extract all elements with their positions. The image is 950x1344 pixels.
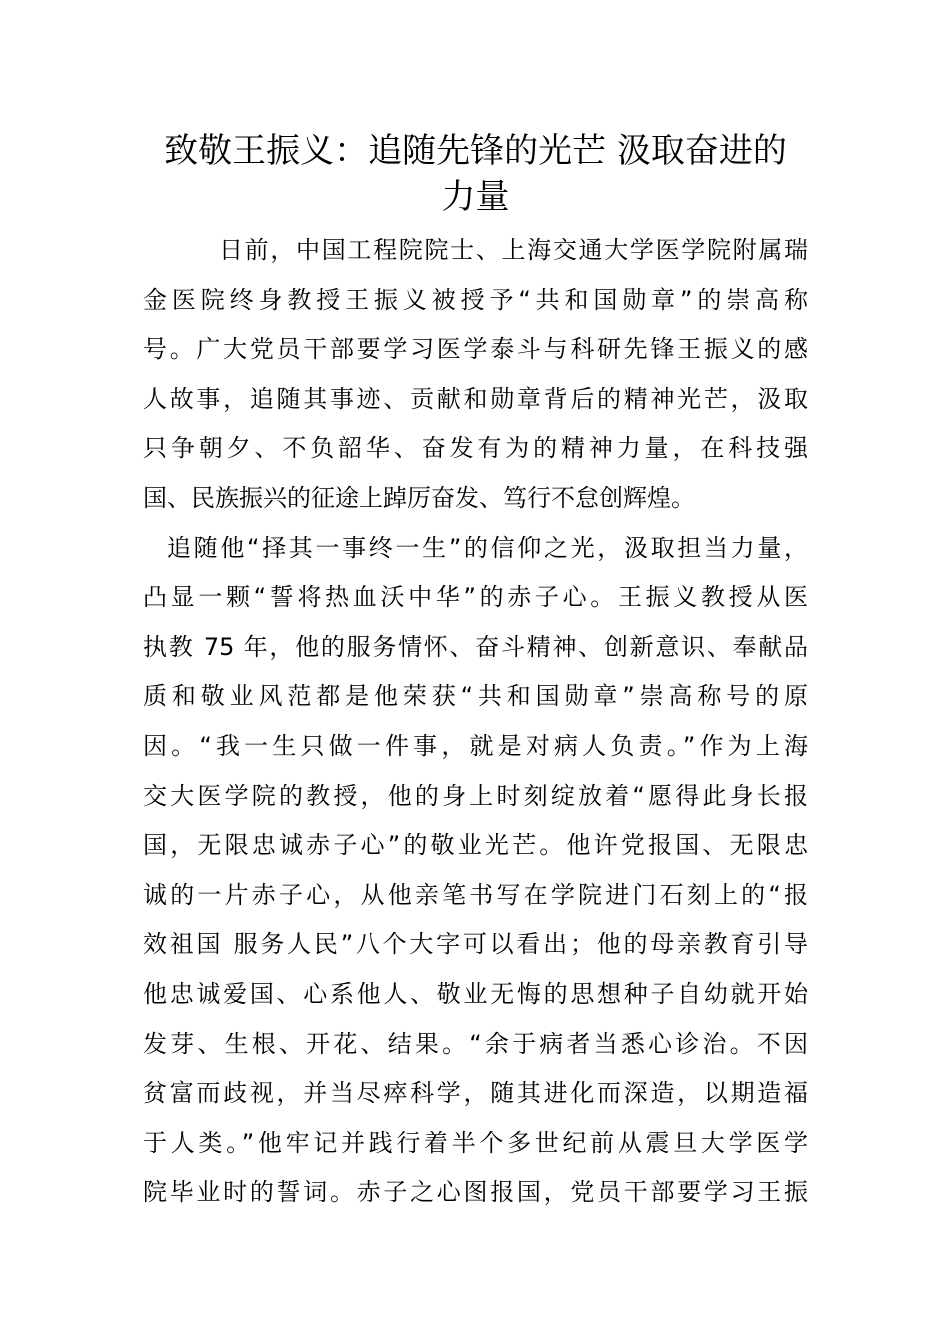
paragraph-line: 于人类。”他牢记并践行着半个多世纪前从震旦大学医学 — [143, 1128, 808, 1157]
paragraph-line: 号。广大党员干部要学习医学泰斗与科研先锋王振义的感 — [143, 335, 808, 364]
paragraph-line: 交大医学院的教授，他的身上时刻绽放着“愿得此身长报 — [143, 781, 808, 810]
paragraph-line: 贫富而歧视，并当尽瘁科学，随其进化而深造，以期造福 — [143, 1079, 808, 1108]
paragraph-line: 日前，中国工程院院士、上海交通大学医学院附属瑞 — [219, 236, 808, 264]
paragraph-line: 追随他“择其一事终一生”的信仰之光，汲取担当力量， — [167, 533, 808, 562]
paragraph-2 — [143, 524, 808, 1218]
paragraph-line: 国、民族振兴的征途上踔厉奋发、笃行不怠创辉煌。 — [143, 483, 695, 512]
paragraph-line: 人故事，追随其事迹、贡献和勋章背后的精神光芒，汲取 — [143, 384, 808, 413]
document-body — [143, 226, 808, 1218]
paragraph-1 — [143, 226, 808, 524]
paragraph-line: 金医院终身教授王振义被授予“共和国勋章”的崇高称 — [143, 285, 808, 314]
paragraph-line: 执教 75 年，他的服务情怀、奋斗精神、创新意识、奉献品 — [143, 632, 808, 661]
title-line: 致敬王振义：追随先锋的光芒 汲取奋进的 — [164, 131, 787, 171]
document-title — [143, 128, 808, 220]
paragraph-line: 发芽、生根、开花、结果。“余于病者当悉心诊治。不因 — [143, 1029, 808, 1058]
paragraph-line: 质和敬业风范都是他荣获“共和国勋章”崇高称号的原 — [143, 682, 808, 711]
paragraph-line: 效祖国 服务人民”八个大字可以看出；他的母亲教育引导 — [143, 930, 808, 959]
paragraph-line: 国，无限忠诚赤子心”的敬业光芒。他许党报国、无限忠 — [143, 831, 808, 860]
paragraph-line: 凸显一颗“誓将热血沃中华”的赤子心。王振义教授从医 — [143, 583, 808, 612]
title-line: 力量 — [441, 177, 510, 217]
paragraph-line: 因。“我一生只做一件事，就是对病人负责。”作为上海 — [143, 731, 808, 760]
paragraph-line: 只争朝夕、不负韶华、奋发有为的精神力量，在科技强 — [143, 434, 808, 463]
paragraph-line: 院毕业时的誓词。赤子之心图报国，党员干部要学习王振 — [143, 1178, 808, 1207]
paragraph-line: 诚的一片赤子心，从他亲笔书写在学院进门石刻上的“报 — [143, 880, 808, 909]
paragraph-line: 他忠诚爱国、心系他人、敬业无悔的思想种子自幼就开始 — [143, 979, 808, 1008]
